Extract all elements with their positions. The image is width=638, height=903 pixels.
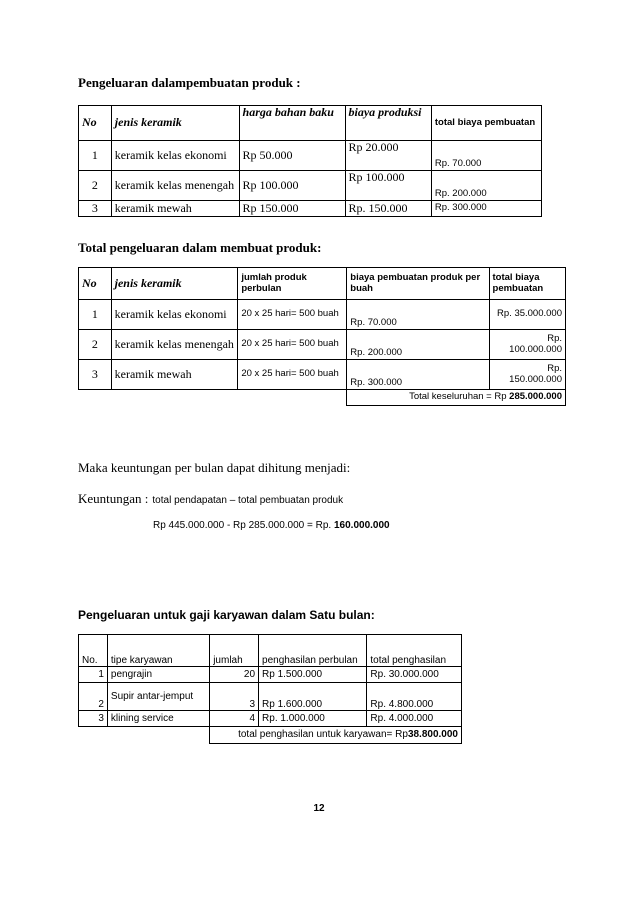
total-cost-table [78,267,566,406]
cell-no: 1 [79,300,112,330]
col-header-harga: harga bahan baku [239,106,345,141]
col-header-jenis: jenis keramik [111,106,239,141]
cell-no: 3 [79,711,108,727]
table-header-row [79,268,566,300]
col-header-jumlah: jumlah produk perbulan [238,268,347,300]
grand-total-cell [347,390,566,406]
grand-total-value: 285.000.000 [509,391,562,403]
grand-total-label: Total keseluruhan = Rp [409,391,507,403]
grand-total-spacer [79,727,210,744]
table-row [79,667,462,683]
cell-jumlah: 20 x 25 hari= 500 buah [238,300,347,330]
section1-title: Pengeluaran dalampembuatan produk : [78,75,301,90]
table-row [79,201,542,217]
grand-total-value: 38.800.000 [407,729,458,741]
cell-jumlah: 20 [210,667,259,683]
grand-total-cell [210,727,462,744]
col-header-no: No [79,268,112,300]
table-header-row [79,106,542,141]
table-row [79,711,462,727]
grand-total-label: total penghasilan untuk karyawan= Rp [238,729,408,741]
cell-penghasilan: Rp. 1.000.000 [259,711,367,727]
cell-total: Rp. 4.800.000 [367,683,462,711]
cell-total: Rp. 4.000.000 [367,711,462,727]
cell-penghasilan: Rp 1.500.000 [259,667,367,683]
cell-total: Rp. 200.000 [431,171,541,201]
cell-jenis: keramik kelas ekonomi [111,300,238,330]
cell-jenis: keramik mewah [111,201,239,217]
profit-calculation [153,520,390,531]
cell-biaya: Rp. 150.000 [345,201,431,217]
cell-jenis: keramik kelas menengah [111,330,238,360]
cell-tipe: klining service [107,711,209,727]
col-header-tipe: tipe karyawan [107,635,209,667]
profit-calc-text: Rp 445.000.000 - Rp 285.000.000 = Rp. [153,520,332,531]
production-cost-table [78,105,542,217]
col-header-no: No [79,106,112,141]
col-header-biaya: biaya produksi [345,106,431,141]
cell-biaya: Rp. 300.000 [347,360,489,390]
profit-calc-result: 160.000.000 [333,520,390,531]
cell-total: Rp. 70.000 [431,141,541,171]
grand-total-row [79,390,566,406]
cell-no: 2 [79,683,108,711]
cell-harga: Rp 100.000 [239,171,345,201]
col-header-jenis: jenis keramik [111,268,238,300]
cell-jumlah: 20 x 25 hari= 500 buah [238,360,347,390]
profit-intro: Maka keuntungan per bulan dapat dihitung menjadi: [78,460,351,475]
profit-formula-text: total pendapatan – total pembuatan produk [152,495,344,506]
col-header-total: total biaya pembuatan [489,268,565,300]
col-header-total: total penghasilan [367,635,462,667]
table-row [79,330,566,360]
cell-total: Rp. 35.000.000 [489,300,565,330]
table-row [79,360,566,390]
profit-formula-label: Keuntungan : [78,491,149,506]
col-header-jumlah: jumlah [210,635,259,667]
cell-no: 1 [79,141,112,171]
cell-biaya: Rp 20.000 [345,141,431,171]
cell-penghasilan: Rp 1.600.000 [259,683,367,711]
cell-no: 1 [79,667,108,683]
cell-biaya: Rp. 200.000 [347,330,489,360]
col-header-penghasilan: penghasilan perbulan [259,635,367,667]
cell-jenis: keramik kelas ekonomi [111,141,239,171]
table-row [79,683,462,711]
cell-biaya: Rp 100.000 [345,171,431,201]
grand-total-spacer [79,390,347,406]
salary-table [78,634,462,744]
table-row [79,300,566,330]
cell-harga: Rp 50.000 [239,141,345,171]
cell-jumlah: 20 x 25 hari= 500 buah [238,330,347,360]
cell-tipe: Supir antar-jemput [107,683,209,711]
cell-jenis: keramik kelas menengah [111,171,239,201]
cell-total: Rp. 100.000.000 [489,330,565,360]
cell-no: 3 [79,201,112,217]
cell-total: Rp. 150.000.000 [489,360,565,390]
table-header-row [79,635,462,667]
cell-jumlah: 4 [210,711,259,727]
cell-tipe: pengrajin [107,667,209,683]
cell-no: 2 [79,330,112,360]
col-header-biaya: biaya pembuatan produk per buah [347,268,489,300]
cell-no: 2 [79,171,112,201]
cell-no: 3 [79,360,112,390]
cell-harga: Rp 150.000 [239,201,345,217]
table-row [79,171,542,201]
table-row [79,141,542,171]
cell-total: Rp. 300.000 [431,201,541,217]
page-number: 12 [313,803,325,814]
section3-title: Pengeluaran untuk gaji karyawan dalam Satu bulan: [78,608,375,622]
col-header-no: No. [79,635,108,667]
col-header-total: total biaya pembuatan [431,106,541,141]
cell-biaya: Rp. 70.000 [347,300,489,330]
profit-formula [78,490,343,508]
section2-title: Total pengeluaran dalam membuat produk: [78,240,322,255]
cell-jenis: keramik mewah [111,360,238,390]
grand-total-row [79,727,462,744]
cell-total: Rp. 30.000.000 [367,667,462,683]
cell-jumlah: 3 [210,683,259,711]
